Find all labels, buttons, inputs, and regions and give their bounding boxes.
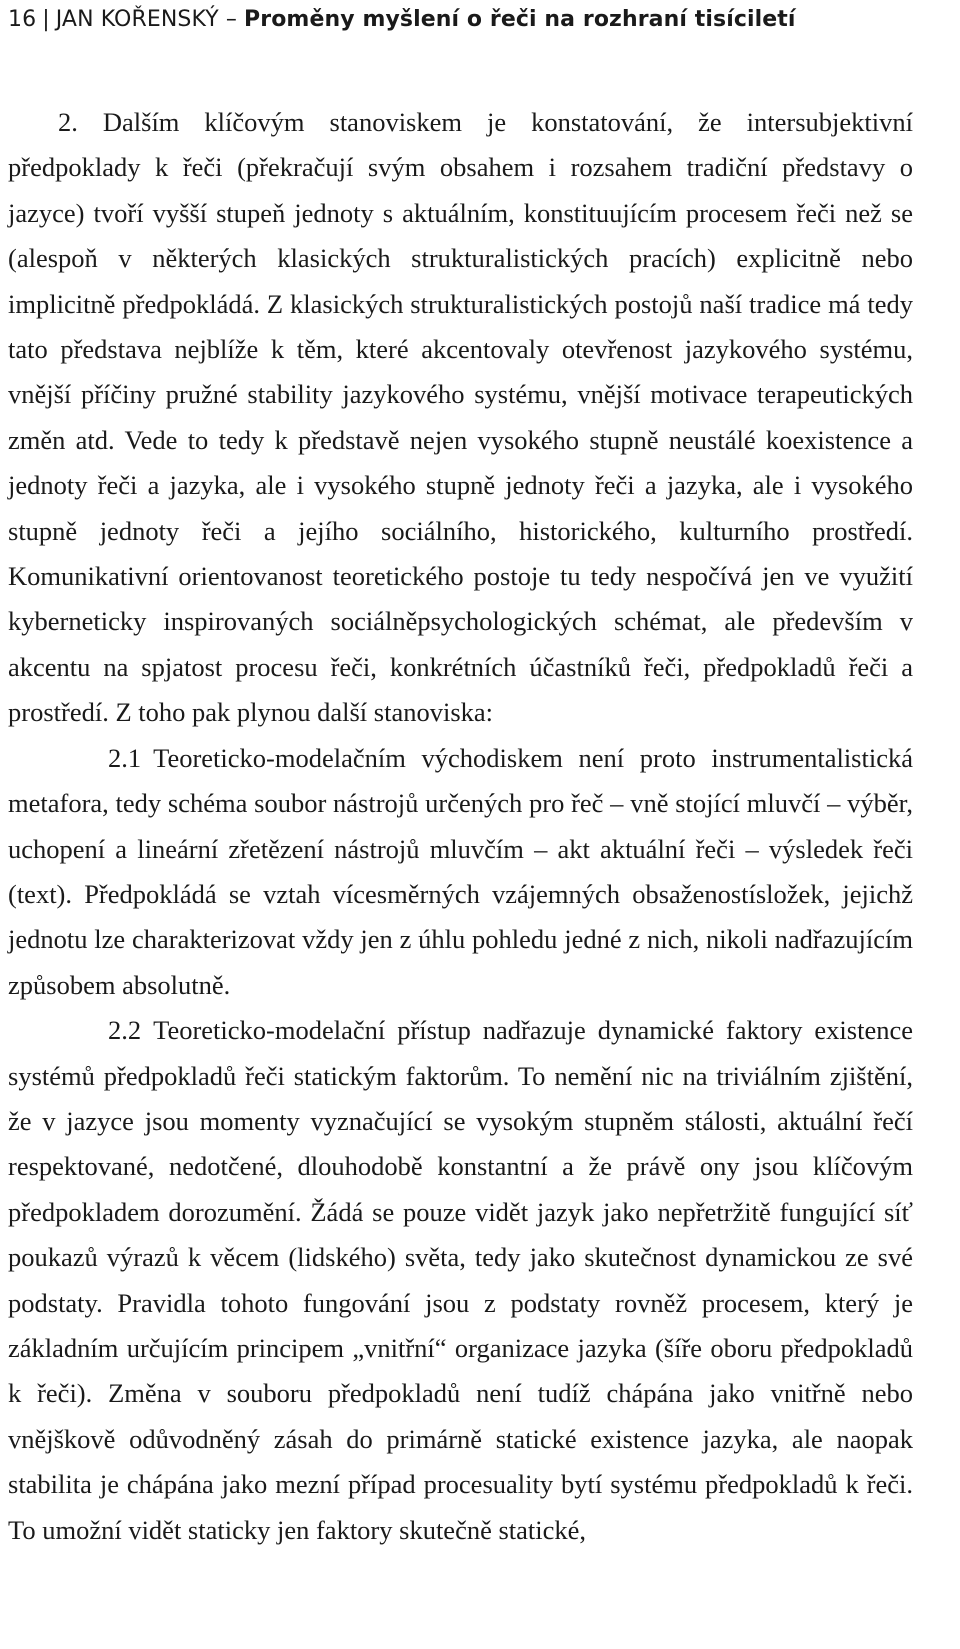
paragraph-text: 2. Dalším klíčovým stanoviskem je konstatování, že intersubjektivní předpoklady k řeči (překračují svým obsahem i rozsahem tradiční představy o jazyce) tvoří vyšší stupeň jednoty s aktuálním, konstituujícím procesem řeči než se (alespoň v některých klasických strukturalistických pracích) explicitně nebo implicitně předpokládá. Z klasických strukturalistických postojů naší tradice má tedy tato představa nejblíže k těm, které akcentovaly otevřenost jazykového systému, vnější příčiny pružné stability jazykového systému, vnější motivace terapeutických změn atd. Vede to tedy k představě nejen vysokého stupně neustálé koexistence a jednoty řeči a jazyka, ale i vysokého stupně jednoty řeči a jazyka, ale i vysokého stupně jednoty řeči a jejího sociálního, historického, kulturního prostředí. Komunikativní orientovanost teoretického postoje tu tedy nespočívá jen ve využití kyberneticky inspirovaných sociálněpsychologických schémat, ale především v akcentu na spjatost procesu řeči, konkrétních účastníků řeči, předpokladů řeči a prostředí. Z toho pak plynou další stanoviska: [8,107,913,728]
paragraph-2 [8,100,913,736]
header-separator: | [42,7,50,32]
section-number: 2.1 [108,742,142,773]
page-number: 16 [8,7,37,32]
header-book-title: Proměny myšlení o řeči na rozhraní tisíciletí [244,7,796,32]
header-author: JAN KOŘENSKÝ [55,7,219,32]
section-number: 2.2 [108,1015,142,1046]
paragraph-text: Teoreticko-modelační přístup nadřazuje dynamické faktory existence systémů předpokladů řeči statickým faktorům. To nemění nic na triviálním zjištění, že v jazyce jsou momenty vyznačující se vysokým stupněm stálosti, aktuální řečí respektované, nedotčené, dlouhodobě konstantní a že právě ony jsou klíčovým předpokladem dorozumění. Žádá se pouze vidět jazyk jako nepřetržitě fungující síť poukazů výrazů k věcem (lidského) světa, tedy jako skutečnost dynamickou ze své podstaty. Pravidla tohoto fungování jsou z podstaty rovněž procesem, který je základním určujícím principem „vnitřní“ organizace jazyka (šíře oboru předpokladů k řeči). Změna v souboru předpokladů není tudíž chápána jako vnitřně nebo vnějškově odůvodněný zásah do primárně statické existence jazyka, ale naopak stabilita je chápána jako mezní případ procesuality bytí systému předpokladů k řeči. To umožní vidět staticky jen faktory skutečně statické, [8,1015,913,1545]
paragraph-2-1 [8,736,913,1008]
body-text [8,100,913,1553]
paragraph-2-2 [8,1008,913,1553]
paragraph-text: Teoreticko-modelačním východiskem není proto instrumentalistická metafora, tedy schéma soubor nástrojů určených pro řeč – vně stojící mluvčí – výběr, uchopení a lineární zřetězení nástrojů mluvčím – akt aktuální řeči – výsledek řeči (text). Předpokládá se vztah vícesměrných vzájemných obsaženostísložek, jejichž jednotu lze charakterizovat vždy jen z úhlu pohledu jedné z nich, nikoli nadřazujícím způsobem absolutně. [8,742,913,1000]
running-head [8,4,796,36]
header-dash: – [225,7,237,32]
